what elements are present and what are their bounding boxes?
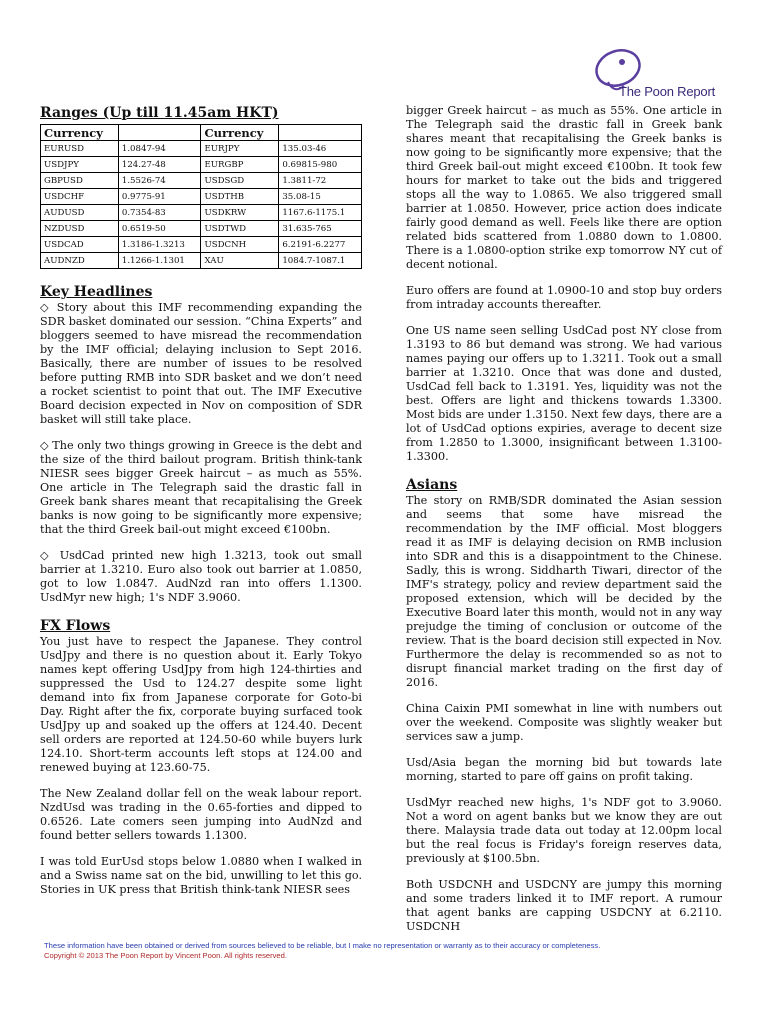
pair-cell: EURJPY [201,141,279,157]
pair-cell: NZDUSD [41,221,119,237]
table-row [41,221,362,237]
pair-cell: USDTHB [201,189,279,205]
disclaimer-text: These information have been obtained or derived from sources believed to be reliable, but I make no representation or warranty as to their accuracy or completeness. [44,941,601,950]
left-column [40,104,362,909]
pair-cell: USDSGD [201,173,279,189]
pair-cell: USDTWD [201,221,279,237]
fx-flows-continued-paragraph: Euro offers are found at 1.0900-10 and stop buy orders from intraday accounts thereafter. [406,284,722,311]
table-row [41,173,362,189]
range-cell: 1167.6-1175.1 [279,205,362,221]
headline-paragraph: ◇ Story about this IMF recommending expanding the SDR basket dominated our session. “China Experts” and bloggers seemed to have misread the recommendation by the IMF official; delaying inclusion to Sept 2016. Basically, there are number of issues to be resolved before putting RMB into SDR basket and we don’t need a rocket scientist to point that out. The IMF Executive Board decision expected in Nov on composition of SDR basket will still take place. [40,301,362,426]
currency-header: Currency [201,125,279,141]
asians-paragraph: Usd/Asia began the morning bid but towards late morning, started to pare off gains on profit taking. [406,756,722,783]
range-cell: 124.27-48 [118,157,201,173]
currency-header: Currency [41,125,119,141]
pair-cell: EURUSD [41,141,119,157]
pair-cell: USDCHF [41,189,119,205]
table-row [41,157,362,173]
pair-cell: USDJPY [41,157,119,173]
table-row [41,237,362,253]
pair-cell: USDKRW [201,205,279,221]
headline-paragraph: ◇ The only two things growing in Greece is the debt and the size of the third bailout program. British think-tank NIESR sees bigger Greek haircut – as much as 55%. One article in The Telegraph said the drastic fall in Greek bank shares meant that recapitalising the Greek banks is now going to be significantly more expensive; that the third Greek bail-out might exceed €100bn. [40,439,362,536]
range-cell: 31.635-765 [279,221,362,237]
asians-heading: Asians [406,477,458,493]
table-row [41,205,362,221]
fx-flows-paragraph: The New Zealand dollar fell on the weak labour report. NzdUsd was trading in the 0.65-forties and dipped to 0.6526. Late comers seen jumping into AudNzd and found better sellers towards 1.1300. [40,787,362,842]
fx-flows-continued-paragraph: One US name seen selling UsdCad post NY close from 1.3193 to 86 but demand was strong. We had various names paying our offers up to 1.3211. Took out a small barrier at 1.3210. Once that was done and dusted, UsdCad fell back to 1.3191. Yes, liquidity was not the best. Offers are light and thickens towards 1.3300. Most bids are under 1.3150. Next few days, there are a lot of UsdCad options expiries, average to decent size from 1.2850 to 1.3000, insignificant between 1.3100-1.3300. [406,324,722,463]
asians-paragraph: Both USDCNH and USDCNY are jumpy this morning and some traders linked it to IMF report. A rumour that agent banks are capping USDCNY at 6.2110. USDCNH [406,878,722,933]
pair-cell: USDCNH [201,237,279,253]
range-cell: 0.9775-91 [118,189,201,205]
pair-cell: GBPUSD [41,173,119,189]
range-cell: 1.1266-1.1301 [118,253,201,269]
headline-paragraph: ◇ UsdCad printed new high 1.3213, took out small barrier at 1.3210. Euro also took out barrier at 1.0850, got to low 1.0847. AudNzd ran into offers 1.1300. UsdMyr new high; 1's NDF 3.9060. [40,549,362,604]
pair-cell: AUDNZD [41,253,119,269]
range-cell: 0.69815-980 [279,157,362,173]
pair-cell: XAU [201,253,279,269]
fx-flows-heading: FX Flows [40,618,111,634]
table-header-row [41,125,362,141]
range-cell: 0.7354-83 [118,205,201,221]
range-cell: 1.5526-74 [118,173,201,189]
range-cell: 1.3811-72 [279,173,362,189]
logo-text: The Poon Report [619,84,716,99]
asians-paragraph: The story on RMB/SDR dominated the Asian session and seems that some have misread the recommendation by the IMF official. Most bloggers read it as IMF is delaying decision on RMB inclusion into SDR and this is a disappointment to the Chinese. Sadly, this is wrong. Siddharth Tiwari, director of the IMF's strategy, policy and review department said the proposed extension, which will be decided by the Executive Board later this month, would not in any way prejudge the timing of conclusion or outcome of the review. That is the board decision still expected in Nov. Furthermore the delay is recommended so as not to disrupt financial market trading on the first day of 2016. [406,494,722,689]
table-row [41,189,362,205]
range-cell: 1.0847-94 [118,141,201,157]
range-cell: 0.6519-50 [118,221,201,237]
range-cell: 35.08-15 [279,189,362,205]
table-row [41,253,362,269]
footer [44,941,734,961]
range-cell: 1.3186-1.3213 [118,237,201,253]
range-cell: 6.2191-6.2277 [279,237,362,253]
table-row [41,141,362,157]
fx-flows-continued-paragraph: bigger Greek haircut – as much as 55%. One article in The Telegraph said the drastic fall in Greek bank shares meant that recapitalising the Greek banks is now going to be significantly more expensive; that the third Greek bail-out might exceed €100bn. It took few hours for market to take out the bids and triggered stops all the way to 1.0865. We also triggered small barrier at 1.0850. However, price action does indicate fairly good demand as well. Feels like there are option related bids scattered from 1.0880 down to 1.0800. There is a 1.0800-option strike exp tomorrow NY cut of decent notional. [406,104,722,271]
range-cell: 1084.7-1087.1 [279,253,362,269]
pair-cell: USDCAD [41,237,119,253]
key-headlines-heading: Key Headlines [40,284,153,300]
copyright-text: Copyright © 2013 The Poon Report by Vincent Poon. All rights reserved. [44,951,287,960]
range-header [118,125,201,141]
pair-cell: EURGBP [201,157,279,173]
range-cell: 135.03-46 [279,141,362,157]
ranges-heading: Ranges (Up till 11.45am HKT) [40,105,279,121]
pair-cell: AUDUSD [41,205,119,221]
asians-paragraph: UsdMyr reached new highs, 1's NDF got to 3.9060. Not a word on agent banks but we know they are out there. Malaysia trade data out today at 12.00pm local but the real focus is Friday's foreign reserves data, previously at $100.5bn. [406,796,722,865]
right-column [406,104,722,946]
fx-flows-paragraph: I was told EurUsd stops below 1.0880 when I walked in and a Swiss name sat on the bid, unwilling to let this go. Stories in UK press that British think-tank NIESR sees [40,855,362,896]
ranges-table [40,124,362,269]
asians-paragraph: China Caixin PMI somewhat in line with numbers out over the weekend. Composite was slightly weaker but services saw a jump. [406,702,722,743]
fx-flows-paragraph: You just have to respect the Japanese. They control UsdJpy and there is no question about it. Early Tokyo names kept offering UsdJpy from high 124-thirties and suppressed the Usd to 124.27 despite some light demand into fix from Japanese corporate for Goto-bi Day. Right after the fix, corporate buying surfaced took UsdJpy up and soaked up the offers at 124.40. Decent sell orders are reported at 124.50-60 while buyers lurk 124.10. Short-term accounts left stops at 124.00 and renewed buying at 123.60-75. [40,635,362,774]
range-header [279,125,362,141]
